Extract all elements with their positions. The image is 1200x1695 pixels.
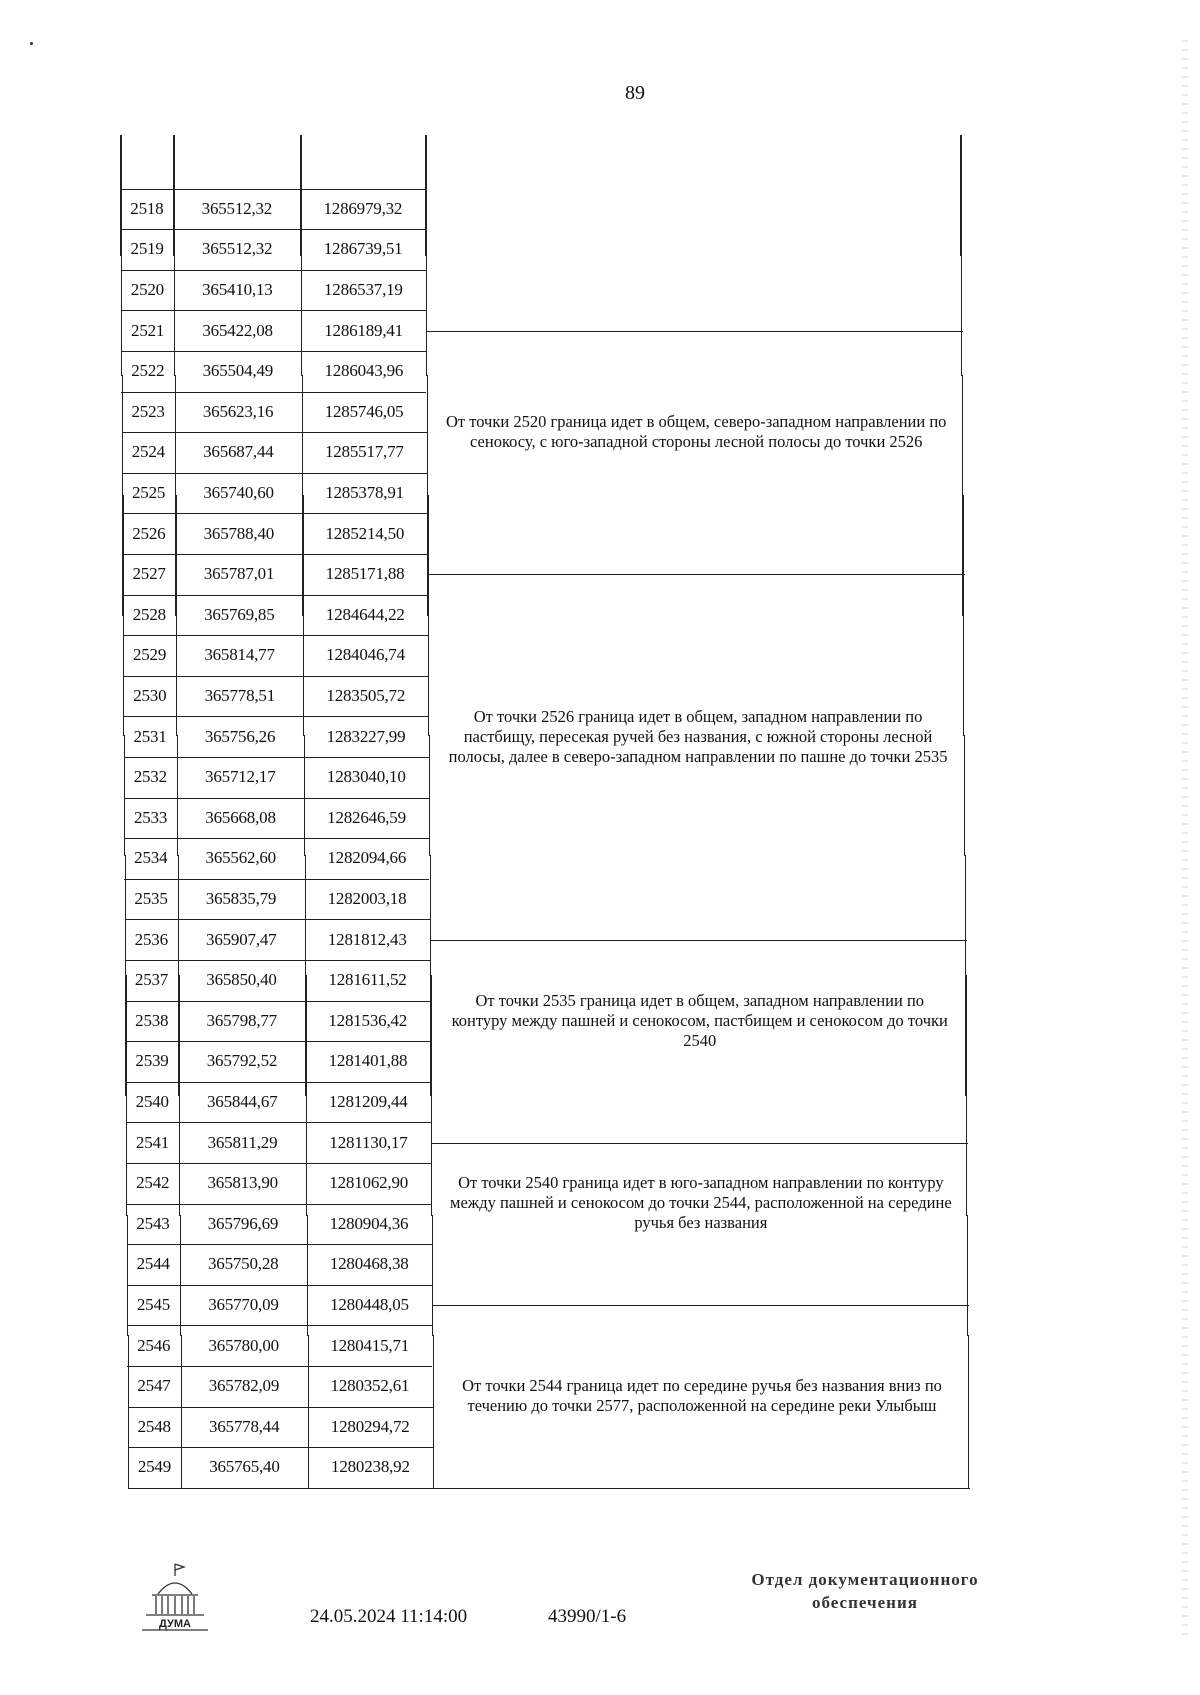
table-border-right <box>965 975 966 1096</box>
x-coordinate-cell: 365796,69 <box>207 1213 279 1233</box>
point-number-cell: 2521 <box>131 320 165 340</box>
table-border-right <box>968 1455 969 1488</box>
x-coordinate-cell: 365687,44 <box>203 442 274 462</box>
table-border-right <box>966 1095 967 1216</box>
x-coordinate-cell: 365778,51 <box>204 685 276 705</box>
table-border-right <box>968 1335 969 1456</box>
y-coordinate-cell: 1285517,77 <box>324 442 404 462</box>
column-divider-3 <box>431 1095 432 1216</box>
y-coordinate-cell: 1286739,51 <box>323 239 403 259</box>
x-coordinate-cell: 365562,60 <box>205 848 276 868</box>
y-coordinate-cell: 1285214,50 <box>325 523 405 543</box>
y-coordinate-cell: 1281812,43 <box>327 929 407 949</box>
point-number-cell: 2546 <box>137 1335 171 1355</box>
y-coordinate-cell: 1281209,44 <box>328 1091 408 1111</box>
x-coordinate-cell: 365756,26 <box>204 726 276 746</box>
x-coordinate-cell: 365750,28 <box>207 1254 279 1274</box>
point-number-cell: 2542 <box>136 1173 170 1193</box>
y-coordinate-cell: 1281536,42 <box>328 1010 408 1030</box>
y-coordinate-cell: 1286189,41 <box>324 320 403 340</box>
x-coordinate-cell: 365850,40 <box>206 970 277 990</box>
x-coordinate-cell: 365422,08 <box>202 320 273 340</box>
point-number-cell: 2530 <box>133 685 167 705</box>
boundary-description: От точки 2535 граница идет в общем, западном направлении по контуру между пашней и сенокосом, пастбищем и сенокосом до точки 2540 <box>451 990 948 1050</box>
point-number-cell: 2523 <box>131 401 165 421</box>
table-border-right <box>964 735 965 856</box>
x-coordinate-cell: 365792,52 <box>206 1051 278 1071</box>
point-number-cell: 2525 <box>131 482 166 502</box>
y-coordinate-cell: 1284644,22 <box>325 604 405 624</box>
y-coordinate-cell: 1284046,74 <box>326 645 405 665</box>
point-number-cell: 2540 <box>135 1091 169 1111</box>
column-divider-3 <box>432 1215 433 1336</box>
x-coordinate-cell: 365811,29 <box>207 1132 278 1152</box>
duma-logo <box>138 1562 212 1634</box>
y-coordinate-cell: 1280448,05 <box>330 1294 409 1314</box>
y-coordinate-cell: 1282003,18 <box>327 888 407 908</box>
scan-edge-artifact <box>1182 40 1188 1640</box>
x-coordinate-cell: 365835,79 <box>205 888 277 908</box>
x-coordinate-cell: 365778,44 <box>208 1416 280 1436</box>
x-coordinate-cell: 365765,40 <box>209 1457 280 1477</box>
point-number-cell: 2531 <box>133 726 167 746</box>
x-coordinate-cell: 365623,16 <box>202 401 274 421</box>
point-number-cell: 2547 <box>137 1376 171 1396</box>
footer-registration-number: 43990/1-6 <box>548 1606 627 1627</box>
department-stamp <box>700 1568 1030 1614</box>
column-divider-3 <box>433 1455 434 1488</box>
point-number-cell: 2532 <box>133 767 167 787</box>
point-number-cell: 2534 <box>134 848 168 868</box>
table-border-right <box>961 255 962 376</box>
department-line-2: обеспечения <box>812 1593 918 1612</box>
column-divider-3 <box>430 855 431 976</box>
x-coordinate-cell: 365782,09 <box>208 1376 280 1396</box>
y-coordinate-cell: 1280415,71 <box>330 1335 410 1355</box>
coordinates-table <box>130 145 1042 1570</box>
point-number-cell: 2518 <box>130 198 164 218</box>
table-border-right <box>960 135 961 256</box>
y-coordinate-cell: 1285746,05 <box>324 401 404 421</box>
point-number-cell: 2533 <box>133 807 168 827</box>
point-number-cell: 2544 <box>136 1254 170 1274</box>
table-border-right <box>965 855 966 976</box>
point-number-cell: 2524 <box>131 442 165 462</box>
boundary-description: От точки 2540 граница идет в юго-западном направлении по контуру между пашней и сенокосом до точки 2544, расположенной на середине ручья без названия <box>450 1173 952 1233</box>
y-coordinate-cell: 1285171,88 <box>325 564 405 584</box>
x-coordinate-cell: 365504,49 <box>202 361 274 381</box>
y-coordinate-cell: 1282094,66 <box>327 848 407 868</box>
column-divider-3 <box>433 1335 434 1456</box>
point-number-cell: 2528 <box>132 604 166 624</box>
table-border-bottom <box>128 1488 970 1489</box>
y-coordinate-cell: 1286537,19 <box>323 279 403 299</box>
y-coordinate-cell: 1281062,90 <box>329 1173 409 1193</box>
x-coordinate-cell: 365844,67 <box>207 1091 278 1111</box>
y-coordinate-cell: 1280294,72 <box>330 1416 410 1436</box>
x-coordinate-cell: 365770,09 <box>208 1294 279 1314</box>
y-coordinate-cell: 1286043,96 <box>324 361 404 381</box>
point-number-cell: 2527 <box>132 564 166 584</box>
y-coordinate-cell: 1281611,52 <box>328 970 407 990</box>
x-coordinate-cell: 365769,85 <box>204 604 275 624</box>
point-number-cell: 2548 <box>137 1416 171 1436</box>
page-number: 89 <box>625 82 645 104</box>
point-number-cell: 2549 <box>137 1457 172 1477</box>
y-coordinate-cell: 1281401,88 <box>328 1051 408 1071</box>
boundary-description: От точки 2544 граница идет по середине ручья без названия вниз по течению до точки 2577, расположенной на середине реки Улыбыш <box>462 1376 942 1416</box>
scan-speck <box>30 42 33 45</box>
x-coordinate-cell: 365788,40 <box>203 523 275 543</box>
point-number-cell: 2522 <box>131 361 165 381</box>
y-coordinate-cell: 1280468,38 <box>329 1254 409 1274</box>
boundary-description: От точки 2520 граница идет в общем, северо-западном направлении по сенокосу, с юго-западной стороны лесной полосы до точки 2526 <box>445 412 947 452</box>
x-coordinate-cell: 365740,60 <box>203 482 274 502</box>
table-border-right <box>967 1215 968 1336</box>
point-number-cell: 2520 <box>130 279 164 299</box>
logo-text: ДУМА <box>159 1618 191 1630</box>
x-coordinate-cell: 365410,13 <box>202 279 273 299</box>
x-coordinate-cell: 365668,08 <box>205 807 276 827</box>
x-coordinate-cell: 365712,17 <box>205 767 276 787</box>
y-coordinate-cell: 1281130,17 <box>329 1132 408 1152</box>
point-number-cell: 2526 <box>132 523 166 543</box>
y-coordinate-cell: 1280238,92 <box>331 1457 410 1477</box>
table-border-right <box>962 495 963 616</box>
y-coordinate-cell: 1280904,36 <box>329 1213 409 1233</box>
y-coordinate-cell: 1283227,99 <box>326 726 406 746</box>
footer-datetime: 24.05.2024 11:14:00 <box>310 1606 468 1627</box>
x-coordinate-cell: 365814,77 <box>204 645 275 665</box>
department-line-1: Отдел документационного <box>751 1570 979 1589</box>
point-number-cell: 2541 <box>135 1132 170 1152</box>
point-number-cell: 2545 <box>136 1294 171 1314</box>
y-coordinate-cell: 1280352,61 <box>330 1376 410 1396</box>
column-divider-3 <box>430 975 431 1096</box>
point-number-cell: 2537 <box>134 970 169 990</box>
x-coordinate-cell: 365780,00 <box>208 1335 279 1355</box>
x-coordinate-cell: 365512,32 <box>201 239 273 259</box>
point-number-cell: 2519 <box>130 239 164 259</box>
point-number-cell: 2535 <box>134 888 168 908</box>
point-number-cell: 2543 <box>136 1213 170 1233</box>
table-border-right <box>963 615 964 736</box>
boundary-description <box>431 135 958 290</box>
x-coordinate-cell: 365787,01 <box>203 564 275 584</box>
x-coordinate-cell: 365813,90 <box>207 1173 278 1193</box>
y-coordinate-cell: 1283505,72 <box>326 685 406 705</box>
y-coordinate-cell: 1283040,10 <box>326 767 406 787</box>
point-number-cell: 2538 <box>135 1010 169 1030</box>
y-coordinate-cell: 1282646,59 <box>327 807 406 827</box>
x-coordinate-cell: 365798,77 <box>206 1010 277 1030</box>
point-number-cell: 2529 <box>132 645 167 665</box>
point-number-cell: 2539 <box>135 1051 169 1071</box>
y-coordinate-cell: 1285378,91 <box>325 482 404 502</box>
x-coordinate-cell: 365907,47 <box>206 929 277 949</box>
y-coordinate-cell: 1286979,32 <box>323 198 403 218</box>
point-number-cell: 2536 <box>134 929 168 949</box>
x-coordinate-cell: 365512,32 <box>201 198 273 218</box>
boundary-description: От точки 2526 граница идет в общем, западном направлении по пастбищу, пересекая ручей без названия, с южной стороны лесной полосы, далее в северо-западном направлении по пашне до точки 2535 <box>448 706 948 766</box>
table-border-right <box>962 375 963 496</box>
